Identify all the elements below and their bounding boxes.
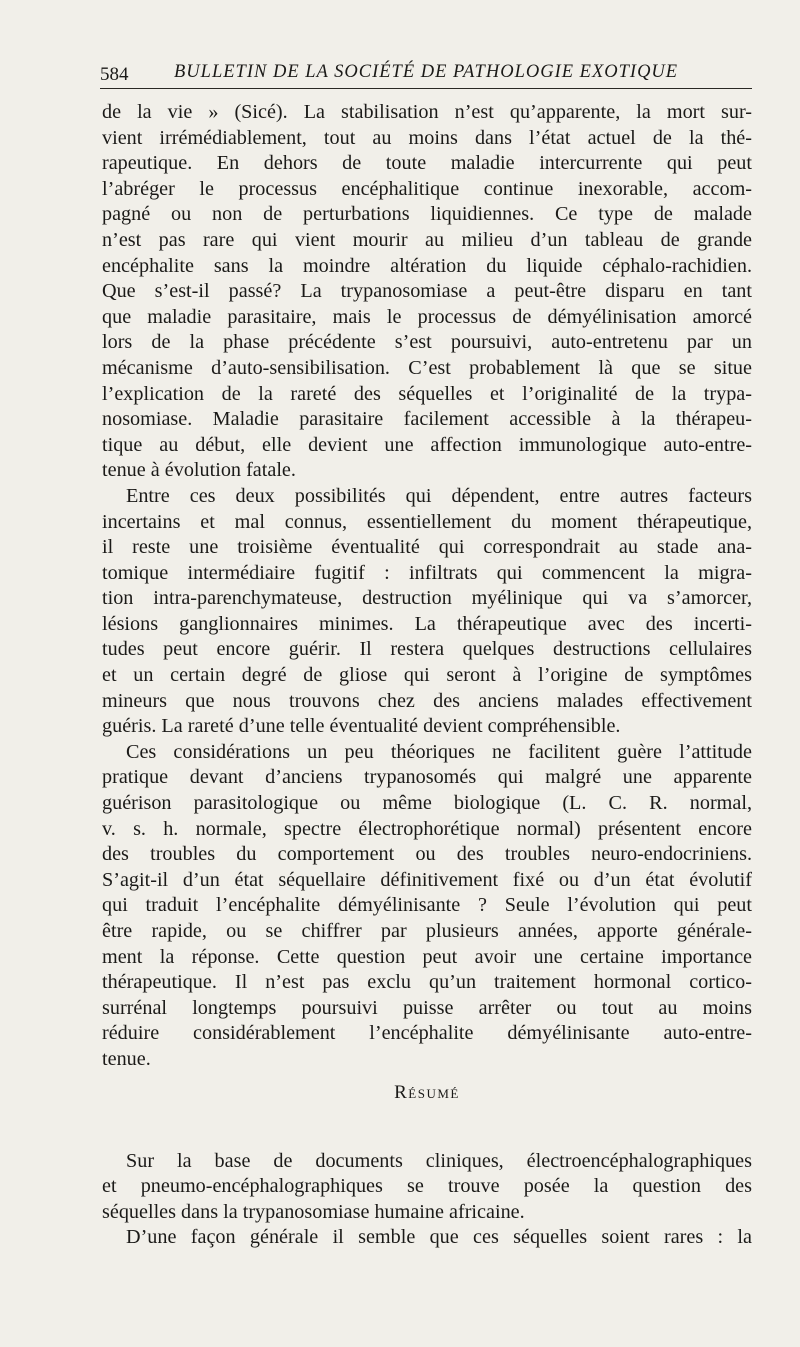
paragraph xyxy=(102,740,752,1073)
running-header xyxy=(100,58,752,89)
text-line: tenue à évolution fatale. xyxy=(102,459,296,482)
text-line: être rapide, ou se chiffrer par plusieurs années, apporte générale- xyxy=(102,920,752,942)
page-number: 584 xyxy=(100,64,129,85)
text-line: nosomiase. Maladie parasitaire facilement accessible à la thérapeu- xyxy=(102,408,752,431)
paragraph xyxy=(102,100,752,484)
text-line: de la vie » (Sicé). La stabilisation n’est qu’apparente, la mort sur- xyxy=(102,101,752,123)
text-line: rapeutique. En dehors de toute maladie intercurrente qui peut xyxy=(102,152,752,175)
text-line: Sur la base de documents cliniques, électroencéphalographiques xyxy=(126,1149,752,1172)
text-line: surrénal longtemps poursuivi puisse arrêter ou tout au moins xyxy=(102,996,752,1019)
text-line: et pneumo-encéphalographiques se trouve posée la question des xyxy=(102,1175,752,1198)
text-line: thérapeutique. Il n’est pas exclu qu’un traitement hormonal cortico- xyxy=(102,971,752,994)
text-line: v. s. h. normale, spectre électrophorétique normal) présentent encore xyxy=(102,817,752,840)
text-line: incertains et mal connus, essentiellement du moment thérapeutique, xyxy=(102,510,752,533)
text-line: tenue. xyxy=(102,1047,151,1070)
text-line: mécanisme d’auto-sensibilisation. C’est probablement là que se situe xyxy=(102,356,752,379)
text-line: tion intra-parenchymateuse, destruction myélinique qui va s’amorcer, xyxy=(102,587,752,610)
journal-title: BULLETIN DE LA SOCIÉTÉ DE PATHOLOGIE EXOTIQUE xyxy=(174,62,679,82)
text-line: lésions ganglionnaires minimes. La thérapeutique avec des incerti- xyxy=(102,612,752,635)
paragraph xyxy=(102,484,752,740)
text-line: guérison parasitologique ou même biologique (L. C. R. normal, xyxy=(102,792,752,815)
text-line: guéris. La rareté d’une telle éventualité devient compréhensible. xyxy=(102,715,621,738)
text-line: tomique intermédiaire fugitif : infiltrats qui commencent la migra- xyxy=(102,561,752,584)
text-line: lors de la phase précédente s’est poursuivi, auto-entretenu par un xyxy=(102,331,752,354)
text-line: réduire considérablement l’encéphalite démyélinisante auto-entre- xyxy=(102,1022,752,1045)
text-line: vient irrémédiablement, tout au moins dans l’état actuel de la thé- xyxy=(102,126,752,149)
text-line: ment la réponse. Cette question peut avoir une certaine importance xyxy=(102,945,752,968)
text-line: Ces considérations un peu théoriques ne facilitent guère l’attitude xyxy=(126,740,752,763)
text-line: tudes peut encore guérir. Il restera quelques destructions cellulaires xyxy=(102,638,752,661)
text-line: qui traduit l’encéphalite démyélinisante ? Seule l’évolution qui peut xyxy=(102,894,752,917)
text-line: encéphalite sans la moindre altération du liquide céphalo-rachidien. xyxy=(102,254,752,277)
text-line: tique au début, elle devient une affection immunologique auto-entre- xyxy=(102,433,752,456)
text-line: D’une façon générale il semble que ces séquelles soient rares : la xyxy=(126,1226,752,1249)
paragraph xyxy=(102,1149,752,1226)
text-line: Que s’est-il passé? La trypanosomiase a peut-être disparu en tant xyxy=(102,280,752,303)
text-line: n’est pas rare qui vient mourir au milieu d’un tableau de grande xyxy=(102,228,752,251)
text-line: pagné ou non de perturbations liquidiennes. Ce type de malade xyxy=(102,203,752,226)
body-text xyxy=(102,100,752,1251)
text-line: mineurs que nous trouvons chez des anciens malades effectivement xyxy=(102,689,752,712)
text-line: séquelles dans la trypanosomiase humaine africaine. xyxy=(102,1200,525,1223)
section-heading: Résumé xyxy=(394,1081,460,1103)
text-line: S’agit-il d’un état séquellaire définitivement fixé ou d’un état évolutif xyxy=(102,868,752,891)
text-line: l’abréger le processus encéphalitique continue inexorable, accom- xyxy=(102,177,752,200)
text-line: que maladie parasitaire, mais le processus de démyélinisation amorcé xyxy=(102,305,752,328)
text-line: des troubles du comportement ou des troubles neuro-endocriniens. xyxy=(102,843,752,866)
text-line: pratique devant d’anciens trypanosomés qui malgré une apparente xyxy=(102,766,752,789)
text-line: et un certain degré de gliose qui seront à l’origine de symptômes xyxy=(102,664,752,687)
text-line: l’explication de la rareté des séquelles et l’originalité de la trypa- xyxy=(102,382,752,405)
text-line: Entre ces deux possibilités qui dépendent, entre autres facteurs xyxy=(126,484,752,507)
paragraph xyxy=(102,1225,752,1251)
text-line: il reste une troisième éventualité qui correspondrait au stade ana- xyxy=(102,536,752,559)
